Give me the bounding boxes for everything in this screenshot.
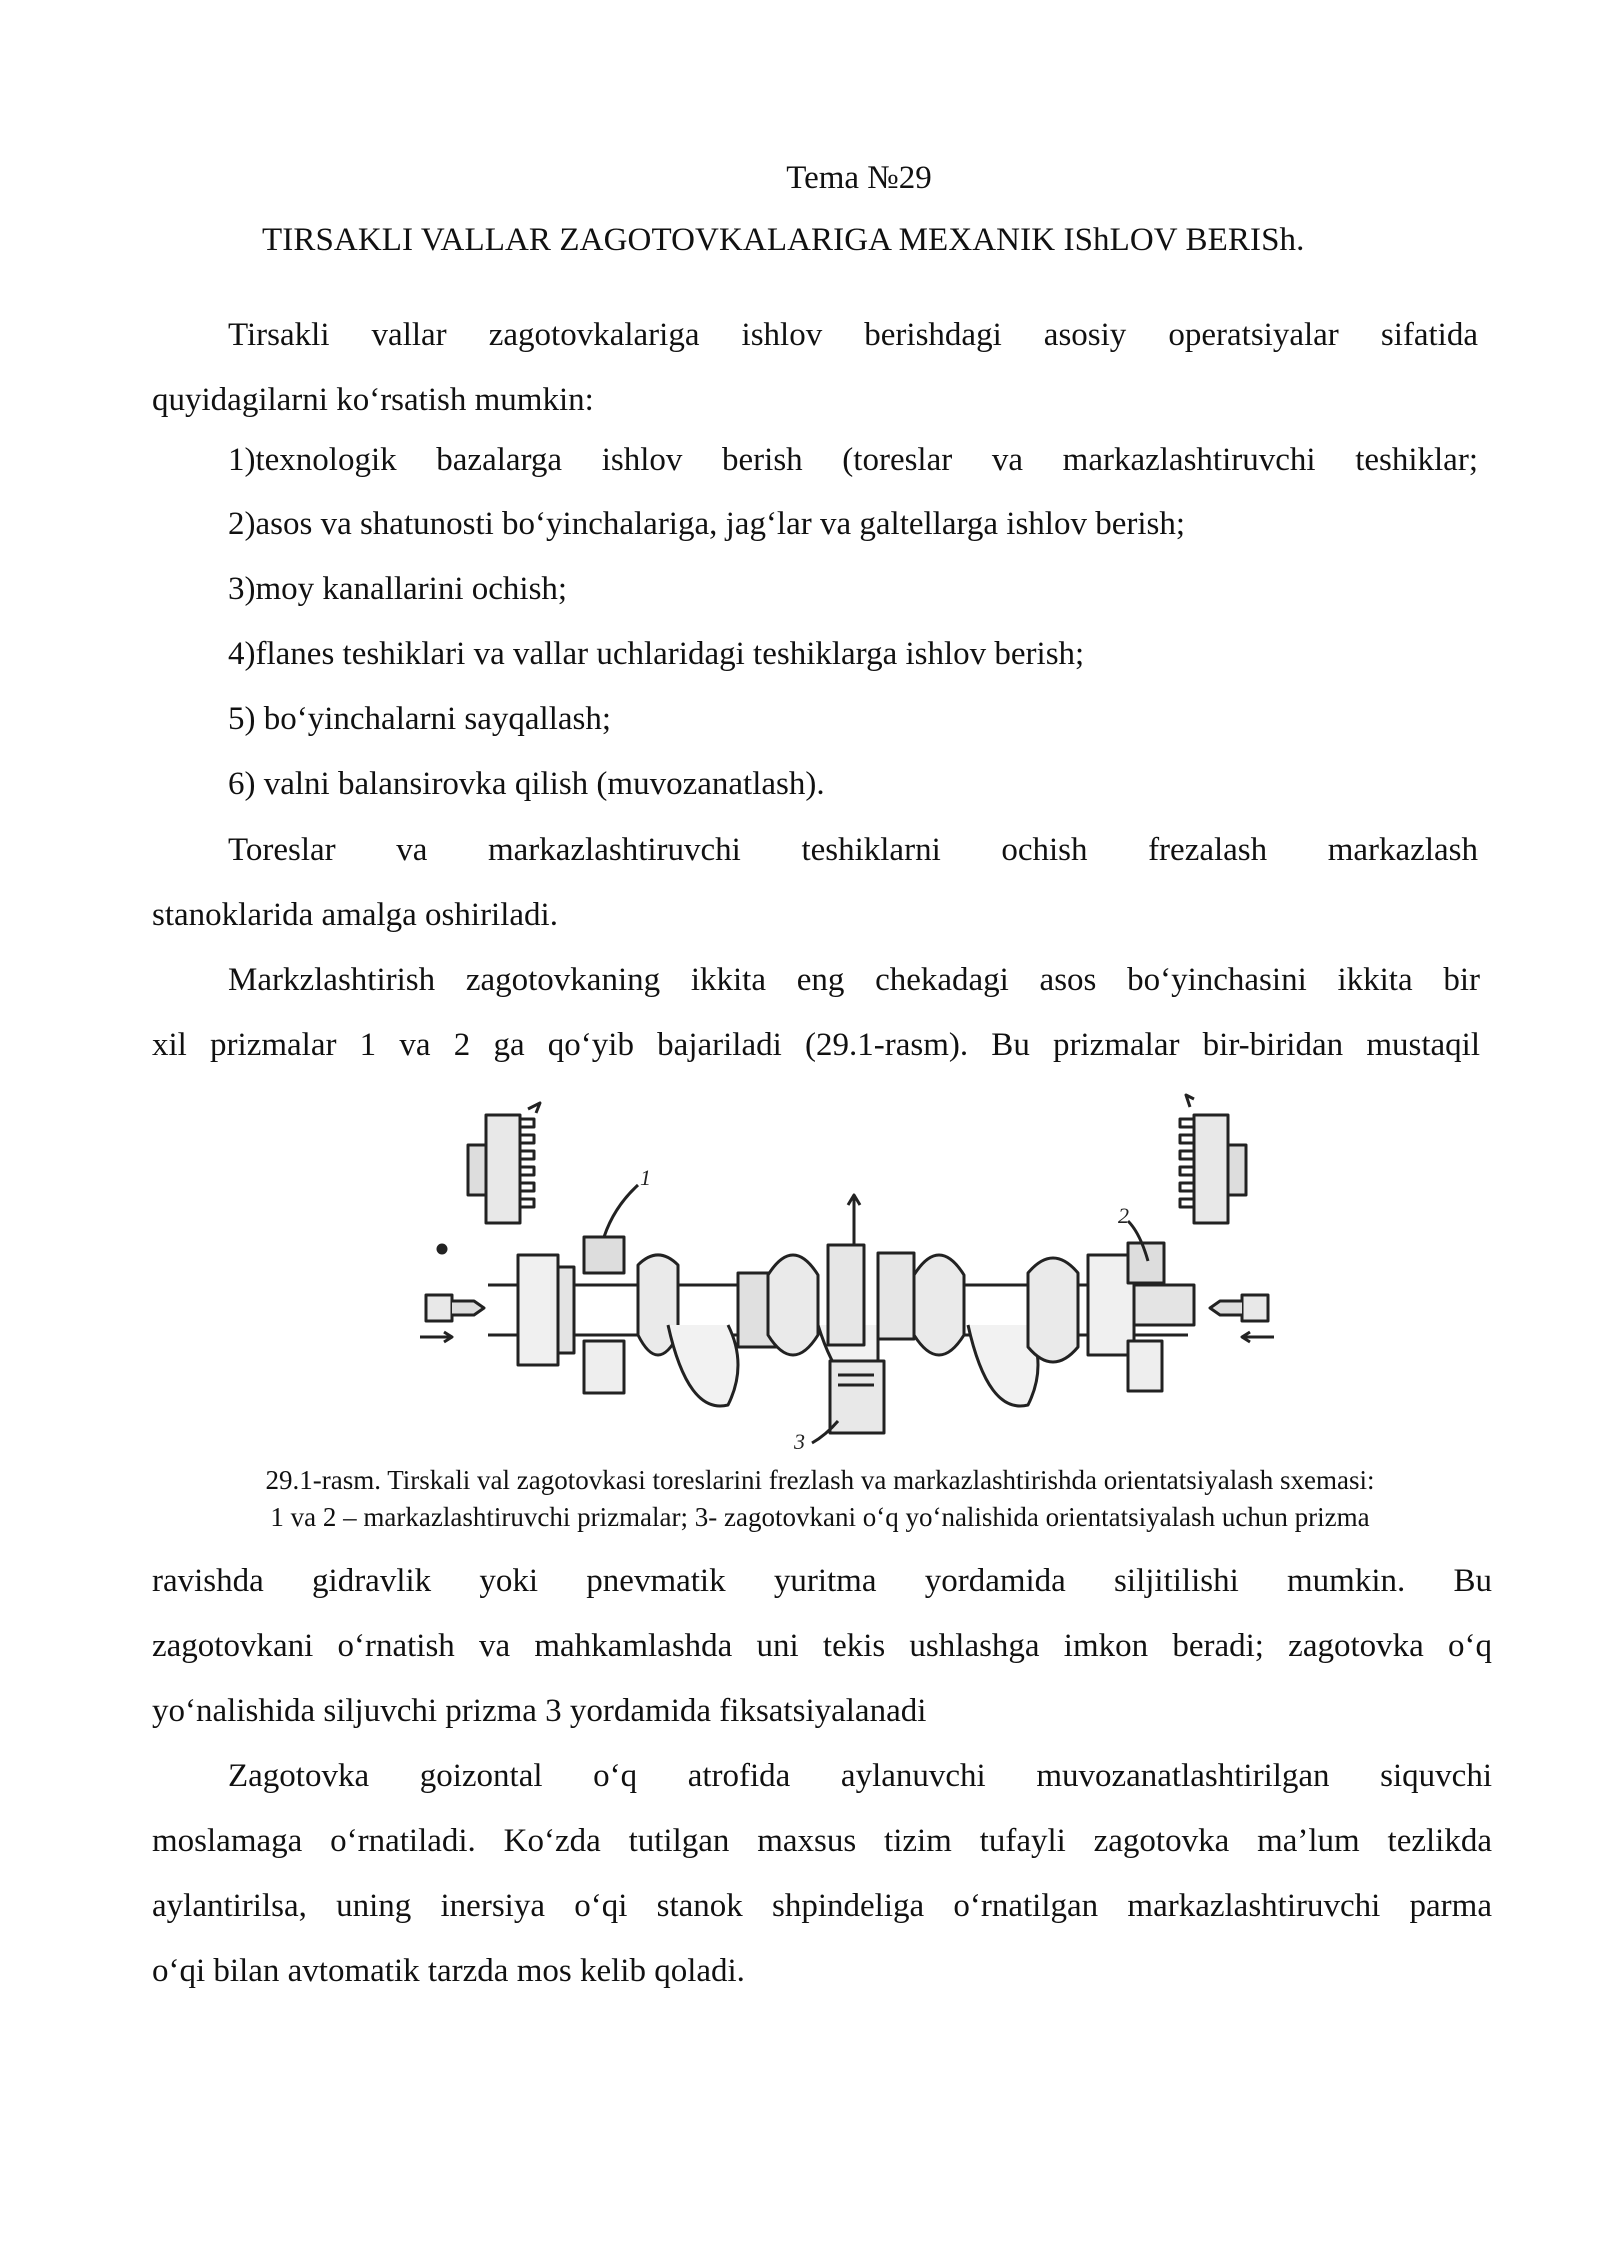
zagotovka-paragraph	[152, 1744, 1492, 2004]
ravishda-paragraph	[152, 1549, 1492, 1744]
markaz-paragraph	[152, 948, 1480, 1078]
intro-paragraph	[152, 303, 1478, 433]
zagotovka-line-3: aylantirilsa, uning inersiya o‘qi stanok shpindeliga o‘rnatilgan markazlashtiruvchi parma	[152, 1888, 1492, 1924]
list-item-5: 5) bo‘yinchalarni sayqallash;	[228, 701, 612, 737]
markaz-line-2: xil prizmalar 1 va 2 ga qo‘yib bajariladi (29.1-rasm). Bu prizmalar bir-biridan mustaqil	[152, 1027, 1480, 1063]
ravishda-line-3: yo‘nalishida siljuvchi prizma 3 yordamida fiksatsiyalanadi	[152, 1693, 927, 1729]
crankshaft-body	[438, 1195, 1194, 1433]
topic-heading: Tema №29	[786, 160, 932, 196]
list-item-2: 2)asos va shatunosti bo‘yinchalariga, jag‘lar va galtellarga ishlov berish;	[228, 506, 1186, 542]
crankshaft-drawing	[408, 1085, 1288, 1455]
figure-label-2: 2	[1118, 1203, 1129, 1228]
figure-caption	[120, 1462, 1520, 1536]
figure-label-1: 1	[640, 1165, 651, 1190]
page-title: TIRSAKLI VALLAR ZAGOTOVKALARIGA MEXANIK IShLOV BERISh.	[262, 222, 1305, 258]
caption-line-1: 29.1-rasm. Tirskali val zagotovkasi toreslarini frezlash va markazlashtirishda orientatsiyalash sxemasi:	[265, 1465, 1375, 1495]
crankshaft-figure	[408, 1085, 1288, 1455]
list-item-1: 1)texnologik bazalarga ishlov berish (toreslar va markazlashtiruvchi teshiklar;	[228, 442, 1478, 478]
toreslar-paragraph	[152, 818, 1478, 948]
caption-line-2: 1 va 2 – markazlashtiruvchi prizmalar; 3- zagotovkani o‘q yo‘nalishida orientatsiyalash uchun prizma	[270, 1502, 1370, 1532]
label-1-leader	[604, 1185, 638, 1237]
zagotovka-line-4: o‘qi bilan avtomatik tarzda mos kelib qoladi.	[152, 1953, 745, 1989]
intro-line-1: Tirsakli vallar zagotovkalariga ishlov berishdagi asosiy operatsiyalar sifatida	[228, 317, 1478, 353]
intro-line-2: quyidagilarni ko‘rsatish mumkin:	[152, 382, 594, 418]
zagotovka-line-2: moslamaga o‘rnatiladi. Ko‘zda tutilgan maxsus tizim tufayli zagotovka ma’lum tezlikda	[152, 1823, 1492, 1859]
ravishda-line-2: zagotovkani o‘rnatish va mahkamlashda uni tekis ushlashga imkon beradi; zagotovka o‘q	[152, 1628, 1492, 1664]
toreslar-line-1: Toreslar va markazlashtiruvchi teshiklarni ochish frezalash markazlash	[228, 832, 1478, 868]
zagotovka-line-1: Zagotovka goizontal o‘q atrofida aylanuvchi muvozanatlashtirilgan siquvchi	[228, 1758, 1492, 1794]
toreslar-line-2: stanoklarida amalga oshiriladi.	[152, 897, 558, 933]
figure-label-3: 3	[794, 1429, 805, 1454]
left-gear-icon	[468, 1103, 540, 1223]
markaz-line-1: Markzlashtirish zagotovkaning ikkita eng chekadagi asos bo‘yinchasini ikkita bir	[228, 962, 1480, 998]
left-drill-icon	[420, 1295, 484, 1342]
right-gear-icon	[1180, 1095, 1246, 1223]
list-item-3: 3)moy kanallarini ochish;	[228, 571, 568, 607]
list-item-6: 6) valni balansirovka qilish (muvozanatlash).	[228, 766, 825, 802]
ravishda-line-1: ravishda gidravlik yoki pnevmatik yuritma yordamida siljitilishi mumkin. Bu	[152, 1563, 1492, 1599]
right-drill-icon	[1210, 1295, 1274, 1342]
list-item-4: 4)flanes teshiklari va vallar uchlaridagi teshiklarga ishlov berish;	[228, 636, 1085, 672]
